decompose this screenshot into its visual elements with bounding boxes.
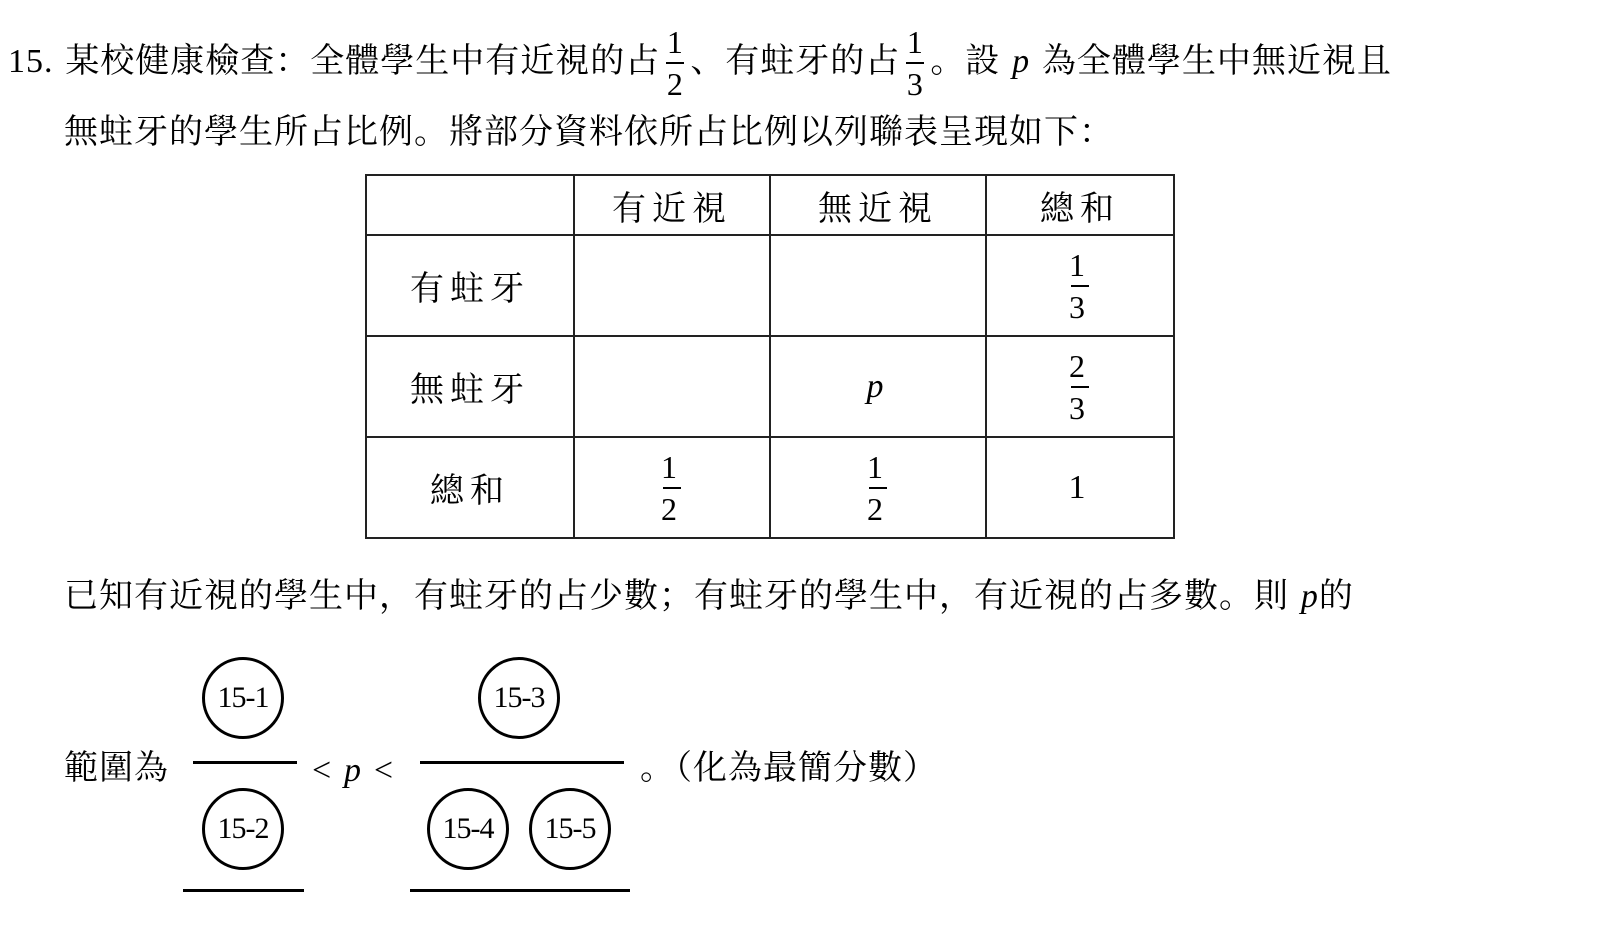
fraction-numerator: 2 [1069, 347, 1091, 384]
fraction-denominator: 3 [1069, 288, 1091, 325]
less-than-2: < [373, 752, 394, 789]
question-line-1 [8, 26, 1392, 100]
fraction-numerator: 1 [906, 24, 924, 60]
fraction-numerator: 1 [867, 448, 889, 485]
fraction-bar-left [193, 761, 297, 764]
table-cell-p: p [770, 336, 986, 437]
table-cell [574, 235, 770, 336]
table-cell-total: 1 [986, 437, 1174, 538]
question-number: 15. [8, 43, 54, 80]
table-row [366, 336, 1174, 437]
question-line-3 [64, 576, 1354, 617]
table-cell [574, 336, 770, 437]
variable-p: p [1012, 43, 1031, 80]
answer-slot-15-2[interactable]: 15-2 [202, 788, 284, 870]
table-cell [574, 437, 770, 538]
table-header-blank [366, 175, 574, 235]
inequality [312, 750, 394, 791]
table-header-total: 總和 [986, 175, 1174, 235]
answer-underline-left [183, 889, 304, 892]
question-text-3a: 已知有近視的學生中，有蛀牙的占少數；有蛀牙的學生中，有近視的占多數。則 [64, 576, 1289, 616]
fraction-denominator: 3 [1069, 389, 1091, 426]
fraction-bar [869, 487, 887, 489]
fraction-one-half [666, 26, 684, 100]
table-header-myopia: 有近視 [574, 175, 770, 235]
answer-underline-right [410, 889, 630, 892]
fraction-bar [1071, 285, 1089, 287]
fraction-one-half [661, 448, 683, 527]
fraction-one-third [1069, 246, 1091, 325]
fraction-numerator: 1 [1069, 246, 1091, 283]
row-label-total: 總和 [366, 437, 574, 538]
range-prefix: 範圍為 [64, 748, 169, 788]
question-text-1d: 為全體學生中無近視且 [1041, 41, 1392, 81]
row-label-no-cavity: 無蛀牙 [366, 336, 574, 437]
table-cell [770, 437, 986, 538]
fraction-numerator: 1 [661, 448, 683, 485]
fraction-denominator: 2 [867, 490, 889, 527]
table-cell [986, 336, 1174, 437]
variable-p: p [1300, 578, 1319, 615]
question-line-2: 無蛀牙的學生所占比例。將部分資料依所占比例以列聯表呈現如下： [64, 112, 1114, 152]
row-label-cavity: 有蛀牙 [366, 235, 574, 336]
question-text-1b: 、有蛀牙的占 [690, 41, 901, 81]
range-suffix: 。（化為最簡分數） [640, 748, 938, 788]
fraction-bar [663, 487, 681, 489]
table-header-no-myopia: 無近視 [770, 175, 986, 235]
question-text-1c: 。設 [930, 41, 1001, 81]
answer-slot-15-5[interactable]: 15-5 [529, 788, 611, 870]
variable-p: p [344, 752, 362, 789]
table-row [366, 235, 1174, 336]
fraction-denominator: 3 [906, 66, 924, 102]
fraction-denominator: 2 [661, 490, 683, 527]
answer-slot-15-4[interactable]: 15-4 [427, 788, 509, 870]
question-text-3b: 的 [1318, 576, 1354, 616]
question-text-1a: 某校健康檢查：全體學生中有近視的占 [65, 41, 661, 81]
contingency-table [365, 174, 1175, 539]
answer-slot-15-3[interactable]: 15-3 [478, 657, 560, 739]
fraction-numerator: 1 [666, 24, 684, 60]
table-cell [770, 235, 986, 336]
fraction-bar-right [420, 761, 624, 764]
less-than-1: < [312, 752, 333, 789]
fraction-bar [906, 62, 924, 64]
fraction-bar [666, 62, 684, 64]
fraction-one-half [867, 448, 889, 527]
table-row [366, 437, 1174, 538]
fraction-one-third [906, 26, 924, 100]
fraction-two-thirds [1069, 347, 1091, 426]
answer-slot-15-1[interactable]: 15-1 [202, 657, 284, 739]
fraction-bar [1071, 386, 1089, 388]
fraction-denominator: 2 [666, 66, 684, 102]
table-header-row [366, 175, 1174, 235]
table-cell [986, 235, 1174, 336]
